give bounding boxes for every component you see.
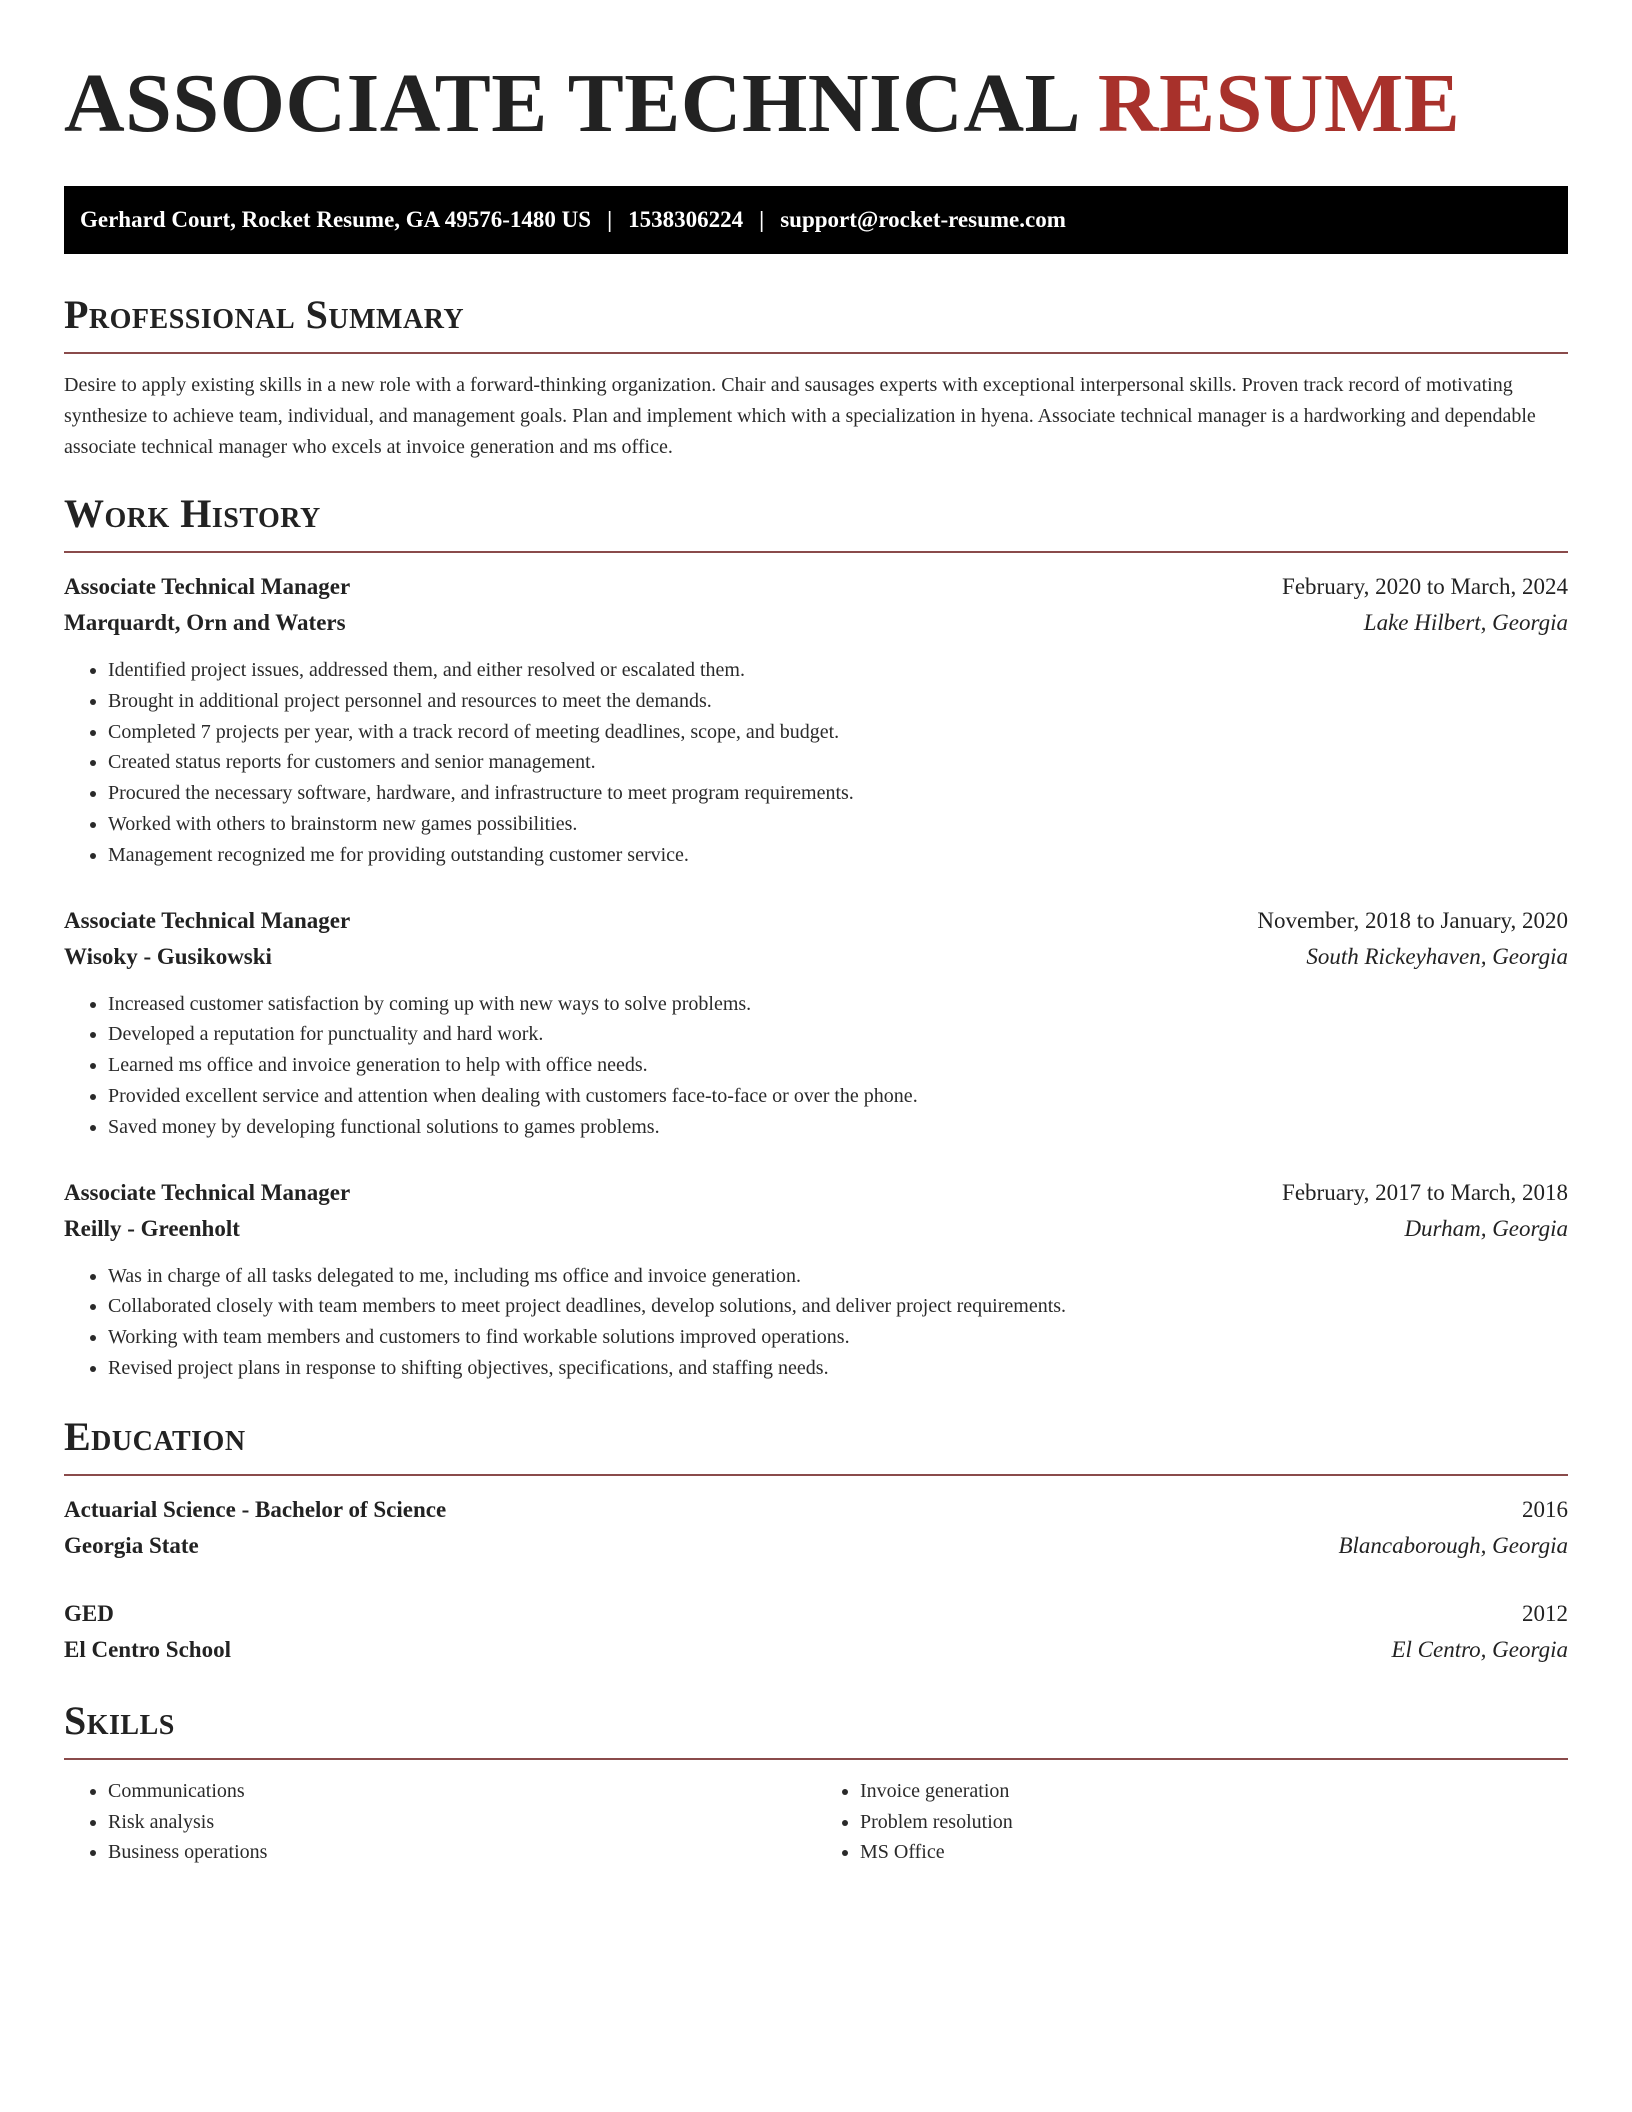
section-divider xyxy=(64,1758,1568,1760)
work-history-section xyxy=(64,489,1568,1384)
section-divider xyxy=(64,1474,1568,1476)
list-item: • Revised project plans in response to shifting objectives, specifications, and staffing needs. xyxy=(108,1353,1568,1384)
summary-section xyxy=(64,290,1568,463)
list-item: • Saved money by developing functional solutions to games problems. xyxy=(108,1112,1568,1143)
job-dates: February, 2017 to March, 2018 xyxy=(1282,1179,1568,1205)
skill-item: • Business operations xyxy=(108,1837,816,1868)
list-item: • Learned ms office and invoice generation to help with office needs. xyxy=(108,1050,1568,1081)
resume-title xyxy=(64,0,1568,152)
job-bullets xyxy=(64,1261,1568,1384)
list-item: • Completed 7 projects per year, with a track record of meeting deadlines, scope, and budget. xyxy=(108,717,1568,748)
contact-phone: 1538306224 xyxy=(628,207,744,232)
job-location: South Rickeyhaven, Georgia xyxy=(1306,943,1568,969)
job-bullets xyxy=(64,989,1568,1143)
education-year: 2016 xyxy=(1522,1496,1568,1522)
list-item: • Working with team members and customers to find workable solutions improved operations. xyxy=(108,1322,1568,1353)
education-degree: Actuarial Science - Bachelor of Science xyxy=(64,1496,447,1522)
skill-item: • Invoice generation xyxy=(860,1776,1568,1807)
education-year: 2012 xyxy=(1522,1600,1568,1626)
list-item: • Provided excellent service and attention when dealing with customers face-to-face or over the phone. xyxy=(108,1081,1568,1112)
list-item: • Identified project issues, addressed them, and either resolved or escalated them. xyxy=(108,655,1568,686)
contact-email: support@rocket-resume.com xyxy=(780,207,1066,232)
education-school: Georgia State xyxy=(64,1532,199,1558)
education-location: El Centro, Georgia xyxy=(1391,1636,1568,1662)
skills-columns xyxy=(64,1776,1568,1868)
list-item: • Increased customer satisfaction by coming up with new ways to solve problems. xyxy=(108,989,1568,1020)
section-divider xyxy=(64,551,1568,553)
list-item: • Developed a reputation for punctuality and hard work. xyxy=(108,1019,1568,1050)
title-accent: RESUME xyxy=(1097,57,1461,150)
skill-item: • Problem resolution xyxy=(860,1807,1568,1838)
list-item: • Procured the necessary software, hardware, and infrastructure to meet program requirements. xyxy=(108,778,1568,809)
job-dates: February, 2020 to March, 2024 xyxy=(1282,574,1568,599)
title-main: ASSOCIATE TECHNICAL xyxy=(64,57,1077,150)
job-entry xyxy=(64,1175,1568,1384)
job-dates: November, 2018 to January, 2020 xyxy=(1257,907,1568,933)
skill-item: • Risk analysis xyxy=(108,1807,816,1838)
education-entry xyxy=(64,1492,1568,1564)
list-item: • Was in charge of all tasks delegated to me, including ms office and invoice generation. xyxy=(108,1261,1568,1292)
job-title: Associate Technical Manager xyxy=(64,574,351,599)
contact-bar xyxy=(64,186,1568,254)
education-school: El Centro School xyxy=(64,1636,231,1662)
education-heading: Education xyxy=(64,1413,246,1459)
skill-item: • Communications xyxy=(108,1776,816,1807)
job-company: Reilly - Greenholt xyxy=(64,1215,240,1241)
work-history-heading: Work History xyxy=(64,491,321,536)
education-location: Blancaborough, Georgia xyxy=(1338,1532,1568,1558)
contact-separator: | xyxy=(607,207,613,232)
job-bullets xyxy=(64,655,1568,871)
job-location: Lake Hilbert, Georgia xyxy=(1363,610,1568,635)
summary-text: Desire to apply existing skills in a new role with a forward-thinking organization. Chair and sausages experts with exceptional interpersonal skills. Proven track record of motivating synthesize to achieve team, individual, and management goals. Plan and implement which with a specialization in hyena. Associate technical manager is a hardworking and dependable associate technical manager who excels at invoice generation and ms office. xyxy=(64,374,1536,458)
list-item: • Brought in additional project personnel and resources to meet the demands. xyxy=(108,686,1568,717)
job-title: Associate Technical Manager xyxy=(64,1179,351,1205)
list-item: • Collaborated closely with team members to meet project deadlines, develop solutions, and deliver project requirements. xyxy=(108,1291,1568,1322)
education-section xyxy=(64,1412,1568,1668)
list-item: • Created status reports for customers and senior management. xyxy=(108,747,1568,778)
job-entry xyxy=(64,569,1568,871)
job-entry xyxy=(64,903,1568,1143)
education-degree: GED xyxy=(64,1600,114,1626)
list-item: • Worked with others to brainstorm new games possibilities. xyxy=(108,809,1568,840)
list-item: • Management recognized me for providing outstanding customer service. xyxy=(108,840,1568,871)
skills-section xyxy=(64,1696,1568,1868)
education-entry xyxy=(64,1596,1568,1668)
skills-list-left xyxy=(64,1776,816,1868)
job-title: Associate Technical Manager xyxy=(64,907,351,933)
skills-list-right xyxy=(816,1776,1568,1868)
section-divider xyxy=(64,352,1568,354)
job-location: Durham, Georgia xyxy=(1404,1215,1568,1241)
skill-item: • MS Office xyxy=(860,1837,1568,1868)
job-company: Marquardt, Orn and Waters xyxy=(64,610,346,635)
contact-address: Gerhard Court, Rocket Resume, GA 49576-1480 US xyxy=(80,207,592,232)
contact-separator: | xyxy=(759,207,765,232)
skills-heading: Skills xyxy=(64,1697,175,1743)
summary-heading: Professional Summary xyxy=(64,292,465,337)
job-company: Wisoky - Gusikowski xyxy=(64,943,272,969)
